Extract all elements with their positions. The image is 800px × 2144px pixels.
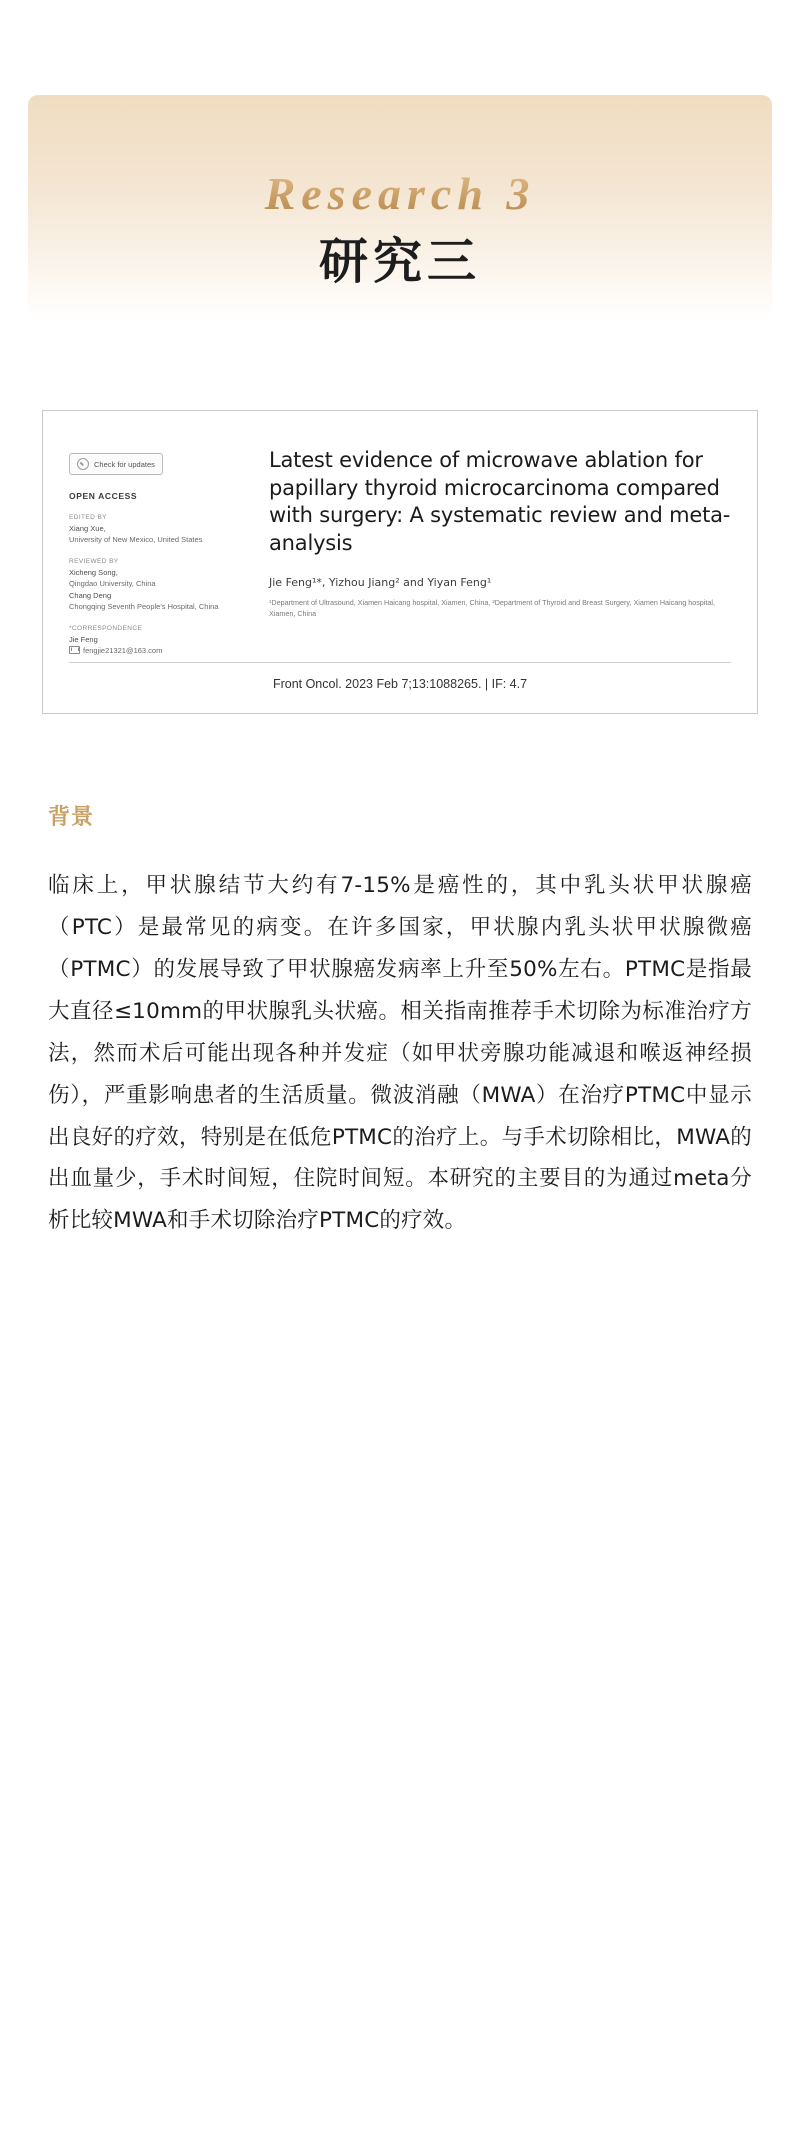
correspondence-email-row[interactable] bbox=[69, 645, 251, 656]
correspondence-email: fengjie21321@163.com bbox=[83, 646, 163, 655]
check-for-updates-icon bbox=[77, 458, 89, 470]
banner-script-title: Research 3 bbox=[28, 167, 772, 220]
research-banner bbox=[28, 95, 772, 320]
check-for-updates-badge[interactable] bbox=[69, 453, 163, 475]
paper-citation: Front Oncol. 2023 Feb 7;13:1088265. | IF: 4.7 bbox=[69, 662, 731, 691]
reviewed-by-block bbox=[69, 557, 251, 612]
reviewer-1-affiliation: Qingdao University, China bbox=[69, 579, 156, 589]
paper-body bbox=[69, 437, 731, 656]
paper-title: Latest evidence of microwave ablation for papillary thyroid microcarcinoma compared with surgery: A systematic review and meta-analysis bbox=[269, 448, 731, 556]
mail-icon bbox=[69, 646, 80, 655]
correspondence-block bbox=[69, 624, 251, 656]
paper-affiliations: ¹Department of Ultrasound, Xiamen Haicang hospital, Xiamen, China, ²Department of Thyroid and Breast Surgery, Xiamen Haicang hospital, Xiamen, China bbox=[269, 597, 715, 619]
edited-by-block bbox=[69, 513, 251, 545]
reviewer-1-name: Xicheng Song, bbox=[69, 568, 118, 577]
check-for-updates-label: Check for updates bbox=[94, 459, 155, 469]
open-access-label: OPEN ACCESS bbox=[69, 491, 138, 501]
edited-by-label: EDITED BY bbox=[69, 514, 107, 521]
paper-preview-card bbox=[42, 410, 758, 714]
paper-main-column bbox=[269, 437, 731, 656]
background-section bbox=[48, 800, 752, 1302]
reviewer-2-affiliation: Chongqing Seventh People's Hospital, China bbox=[69, 601, 219, 611]
correspondence-label: *CORRESPONDENCE bbox=[69, 625, 143, 632]
section-body-background: 临床上，甲状腺结节大约有7-15%是癌性的，其中乳头状甲状腺癌（PTC）是最常见的病变。在许多国家，甲状腺内乳头状甲状腺微癌（PTMC）的发展导致了甲状腺癌发病率上升至50%左右。PTMC是指最大直径≤10mm的甲状腺乳头状癌。相关指南推荐手术切除为标准治疗方法，然而术后可能出现各种并发症（如甲状旁腺功能减退和喉返神经损伤），严重影响患者的生活质量。微波消融（MWA）在治疗PTMC中显示出良好的疗效，特别是在低危PTMC的治疗上。与手术切除相比，MWA的出血量少，手术时间短，住院时间短。本研究的主要目的为通过meta分析比较MWA和手术切除治疗PTMC的疗效。 bbox=[48, 873, 752, 1234]
banner-chinese-title: 研究三 bbox=[318, 232, 481, 290]
paper-authors: Jie Feng¹*, Yizhou Jiang² and Yiyan Feng¹ bbox=[269, 575, 492, 589]
section-heading-background: 背景 bbox=[48, 804, 95, 830]
edited-by-affiliation: University of New Mexico, United States bbox=[69, 535, 203, 544]
edited-by-name: Xiang Xue, bbox=[69, 523, 106, 533]
reviewer-2-name: Chang Deng bbox=[69, 590, 112, 600]
correspondence-name: Jie Feng bbox=[69, 634, 98, 644]
paper-metadata-column bbox=[69, 437, 251, 656]
reviewed-by-label: REVIEWED BY bbox=[69, 558, 119, 566]
page-root bbox=[0, 95, 800, 2144]
